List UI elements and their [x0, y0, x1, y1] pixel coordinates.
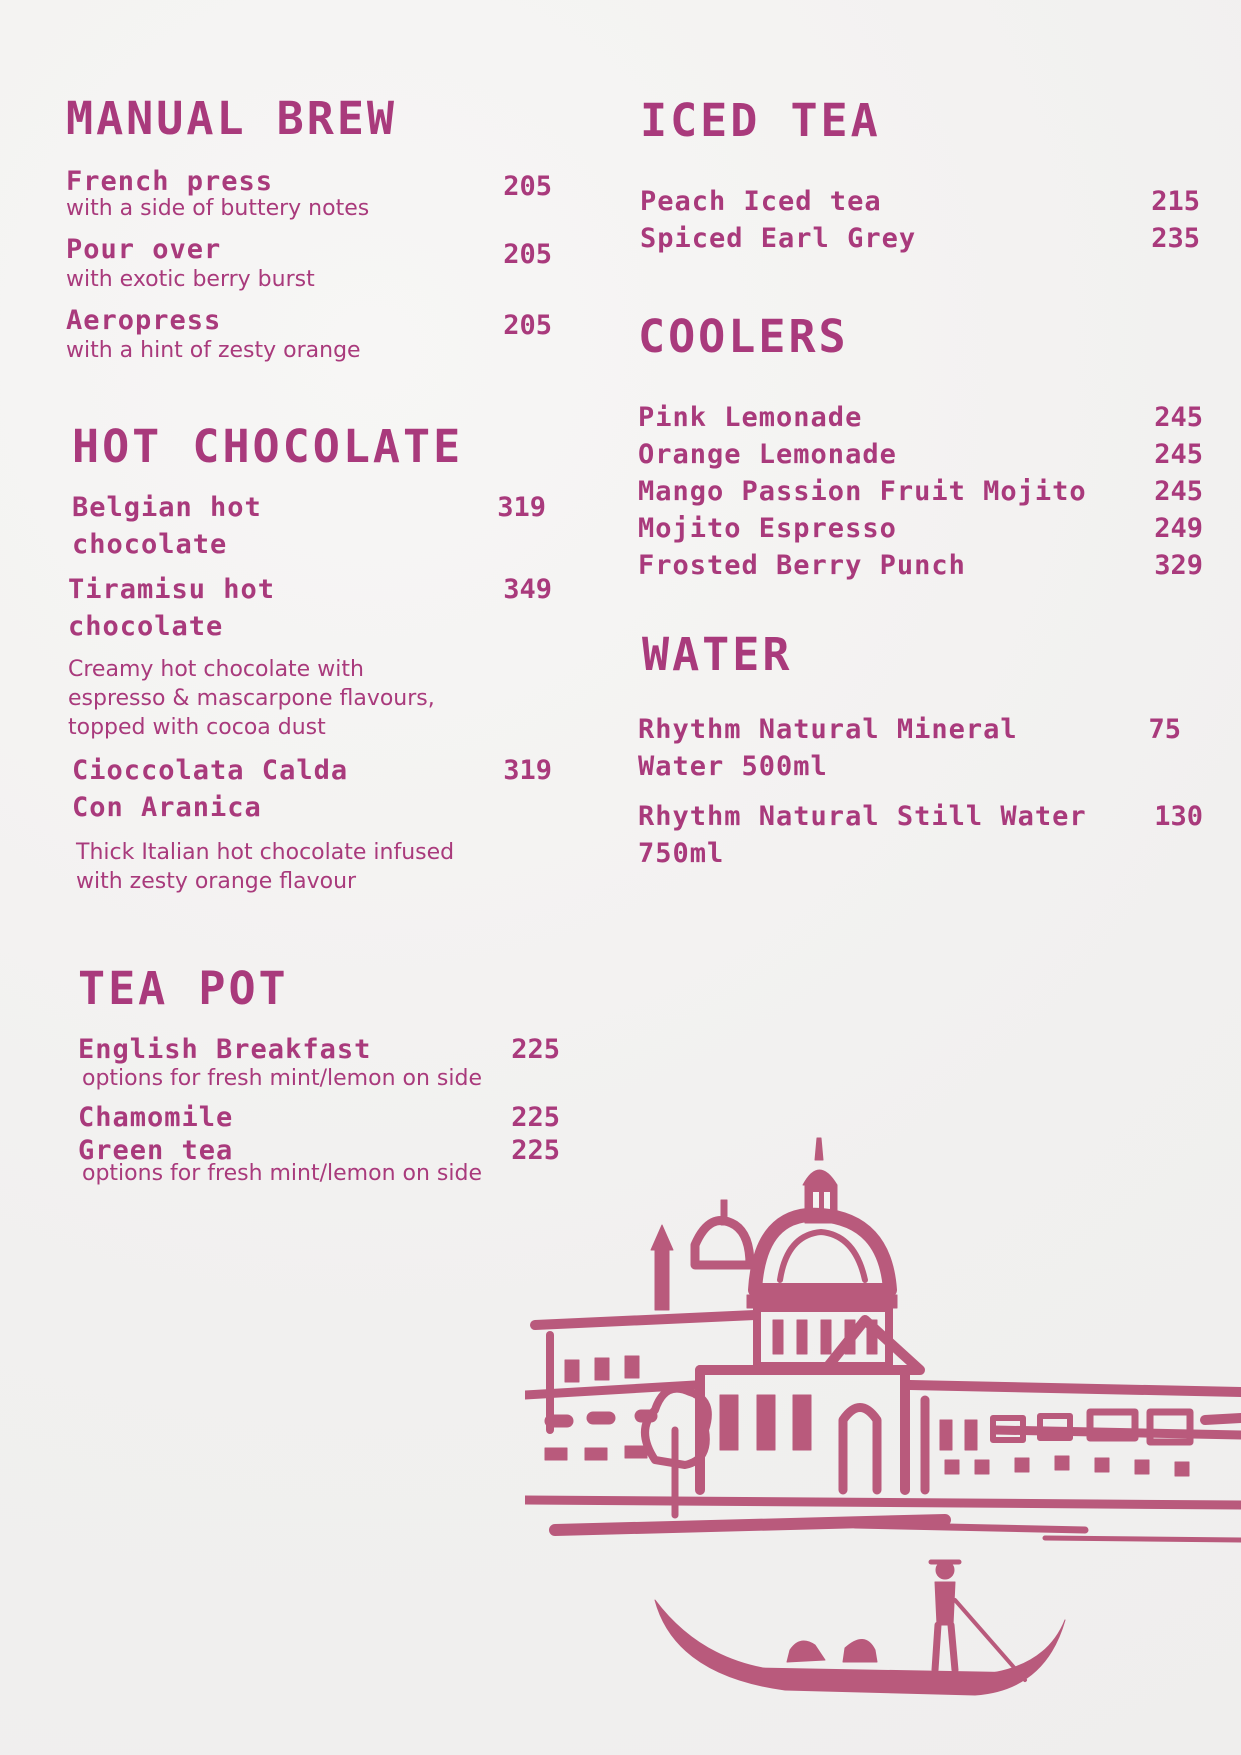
item-description: with a hint of zesty orange	[66, 338, 361, 363]
item-price: 319	[503, 755, 552, 786]
item-name: Rhythm Natural Still Water 750ml	[638, 801, 1087, 869]
item-name: Green tea	[78, 1135, 234, 1166]
menu-item-french-press	[66, 163, 552, 223]
item-description: options for fresh mint/lemon on side	[82, 1066, 482, 1091]
menu-item-mango-passion-fruit-mojito	[638, 473, 1203, 510]
item-price: 75	[1148, 714, 1181, 745]
item-name: Tiramisu hot chocolate	[68, 574, 276, 642]
item-description: Creamy hot chocolate with espresso & mascarpone flavours, topped with cocoa dust	[68, 657, 435, 740]
menu-item-cioccolata-calda	[72, 752, 552, 896]
item-description: with exotic berry burst	[66, 267, 315, 292]
item-description: options for fresh mint/lemon on side	[82, 1161, 482, 1186]
section-iced-tea	[640, 94, 1200, 257]
item-name: Mojito Espresso	[638, 513, 897, 544]
menu-item-pink-lemonade	[638, 399, 1203, 436]
menu-item-tiramisu-hot-chocolate	[68, 571, 552, 742]
section-heading: TEA POT	[78, 962, 289, 1015]
section-heading: WATER	[642, 628, 793, 681]
item-price: 235	[1151, 223, 1200, 254]
menu-item-belgian-hot-chocolate	[72, 489, 546, 563]
item-name: Mango Passion Fruit Mojito	[638, 476, 1087, 507]
menu-item-mineral-water	[638, 711, 1203, 785]
item-name: Cioccolata Calda Con Aranica	[72, 755, 349, 823]
item-price: 225	[511, 1034, 560, 1065]
menu-item-green-tea	[78, 1132, 560, 1188]
item-price: 245	[1154, 476, 1203, 507]
menu-item-chamomile	[78, 1099, 560, 1136]
item-price: 225	[511, 1135, 560, 1166]
menu-item-frosted-berry-punch	[638, 547, 1203, 584]
item-price: 130	[1154, 801, 1203, 832]
item-name: Pour over	[66, 234, 222, 265]
section-tea-pot	[78, 962, 560, 1188]
item-name: Aeropress	[66, 305, 222, 336]
menu-item-spiced-earl-grey	[640, 220, 1200, 257]
venice-gondola-illustration-icon	[525, 1130, 1241, 1755]
item-price: 225	[511, 1102, 560, 1133]
section-coolers	[638, 310, 1203, 584]
item-description: Thick Italian hot chocolate infused with zesty orange flavour	[76, 840, 455, 894]
item-name: French press	[66, 166, 274, 197]
item-name: Orange Lemonade	[638, 439, 897, 470]
item-price: 249	[1154, 513, 1203, 544]
section-heading: MANUAL BREW	[66, 92, 398, 145]
section-heading: COOLERS	[638, 310, 849, 363]
item-name: Spiced Earl Grey	[640, 223, 917, 254]
section-heading: HOT CHOCOLATE	[72, 420, 464, 473]
item-price: 215	[1151, 186, 1200, 217]
menu-item-mojito-espresso	[638, 510, 1203, 547]
item-price: 205	[503, 171, 552, 202]
item-name: Peach Iced tea	[640, 186, 882, 217]
item-name: Chamomile	[78, 1102, 234, 1133]
section-manual-brew	[66, 92, 552, 365]
item-description: with a side of buttery notes	[66, 196, 370, 221]
menu-item-still-water	[638, 798, 1203, 872]
menu-item-peach-iced-tea	[640, 183, 1200, 220]
item-name: Pink Lemonade	[638, 402, 863, 433]
menu-item-pour-over	[66, 231, 552, 294]
menu-item-aeropress	[66, 302, 552, 365]
item-name: Belgian hot chocolate	[72, 492, 262, 560]
section-hot-chocolate	[68, 420, 552, 896]
section-heading: ICED TEA	[640, 94, 881, 147]
item-price: 245	[1154, 439, 1203, 470]
item-name: Rhythm Natural Mineral Water 500ml	[638, 714, 1018, 782]
menu-item-english-breakfast	[78, 1031, 560, 1093]
item-price: 329	[1154, 550, 1203, 581]
item-price: 349	[503, 574, 552, 605]
menu-item-orange-lemonade	[638, 436, 1203, 473]
item-name: Frosted Berry Punch	[638, 550, 966, 581]
item-price: 205	[503, 310, 552, 341]
section-water	[638, 628, 1203, 872]
item-name: English Breakfast	[78, 1034, 372, 1065]
item-price: 319	[497, 492, 546, 523]
item-price: 205	[503, 239, 552, 270]
item-price: 245	[1154, 402, 1203, 433]
